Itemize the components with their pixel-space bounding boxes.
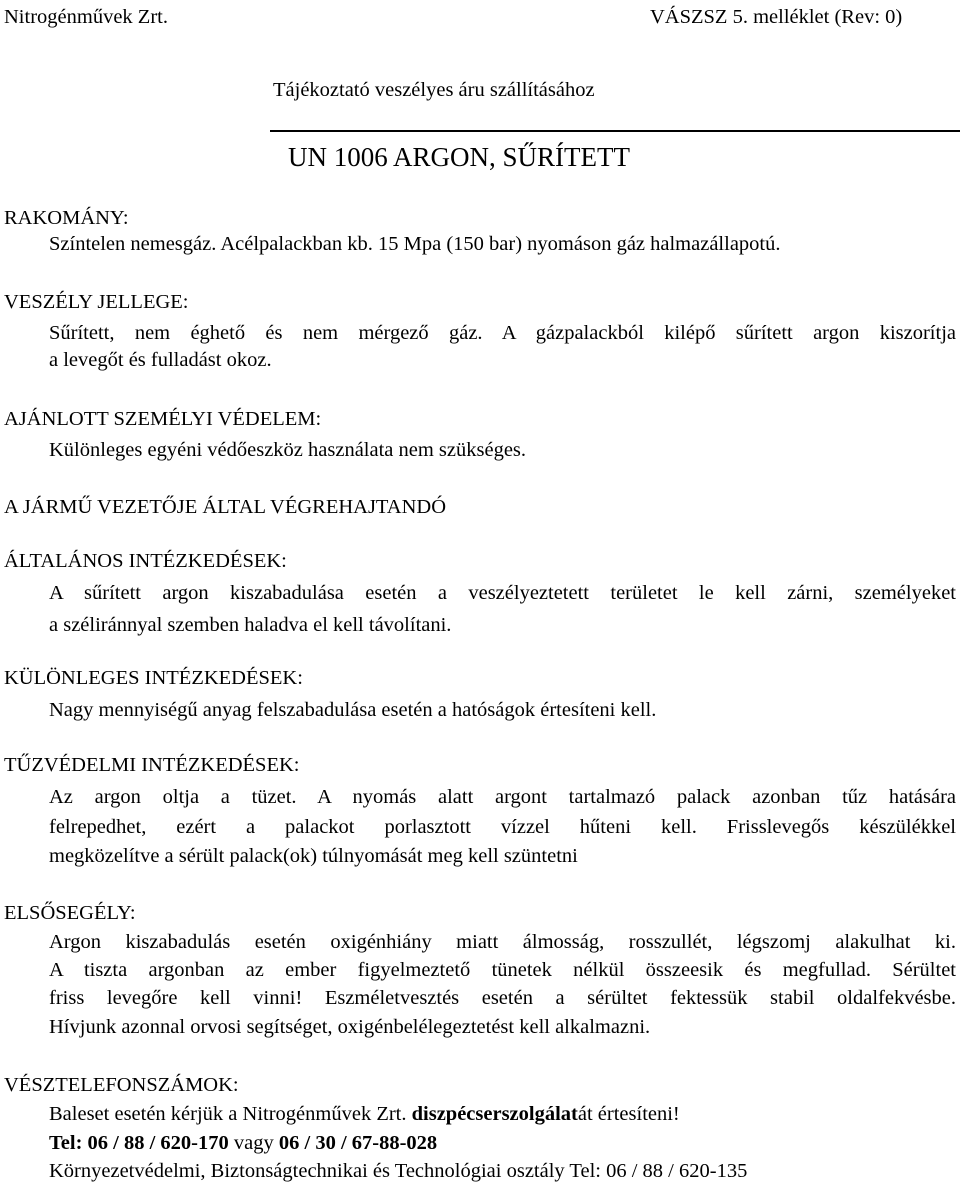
fire-measures-line: Az argon oltja a tüzet. A nyomás alatt argont tartalmazó palack azonban tűz hatására [49, 786, 956, 808]
special-measures-heading: KÜLÖNLEGES INTÉZKEDÉSEK: [4, 667, 303, 689]
phone-or-text: vagy [228, 1132, 279, 1154]
alternate-phone: 06 / 30 / 67-88-028 [278, 1132, 438, 1154]
document-subtitle: UN 1006 ARGON, SŰRÍTETT [288, 142, 630, 172]
title-divider [270, 130, 960, 132]
general-measures-heading: ÁLTALÁNOS INTÉZKEDÉSEK: [4, 550, 287, 572]
primary-phone: Tel: 06 / 88 / 620-170 [49, 1132, 229, 1154]
first-aid-line: Hívjunk azonnal orvosi segítséget, oxigénbelélegeztetést kell alkalmazni. [49, 1016, 651, 1038]
first-aid-line: A tiszta argonban az ember figyelmeztető tünetek nélkül összeesik és megfullad. Sérültet [49, 959, 956, 981]
emergency-phone-line [49, 1130, 437, 1156]
dispatch-service-label: diszpécserszolgálat [411, 1103, 578, 1125]
document-reference: VÁSZSZ 5. melléklet (Rev: 0) [650, 6, 903, 28]
fire-measures-line: felrepedhet, ezért a palackot porlasztott vízzel hűteni kell. Frisslevegős készülékkel [49, 816, 956, 838]
company-name: Nitrogénművek Zrt. [4, 6, 168, 28]
hazard-heading: VESZÉLY JELLEGE: [4, 291, 189, 313]
cargo-heading: RAKOMÁNY: [4, 207, 129, 229]
first-aid-line: Argon kiszabadulás esetén oxigénhiány miatt álmosság, rosszullét, légszomj alakulhat ki. [49, 931, 956, 953]
first-aid-line: friss levegőre kell vinni! Eszméletvesztés esetén a sérültet fektessük stabil oldalfekvésbe. [49, 987, 956, 1009]
department-phone-line: Környezetvédelmi, Biztonságtechnikai és Technológiai osztály Tel: 06 / 88 / 620-135 [49, 1160, 748, 1182]
cargo-text: Színtelen nemesgáz. Acélpalackban kb. 15 Mpa (150 bar) nyomáson gáz halmazállapotú. [49, 233, 781, 255]
driver-section-heading: A JÁRMŰ VEZETŐJE ÁLTAL VÉGREHAJTANDÓ [4, 496, 447, 518]
protection-text: Különleges egyéni védőeszköz használata nem szükséges. [49, 439, 527, 461]
general-measures-line: a széliránnyal szemben haladva el kell távolítani. [49, 614, 452, 636]
first-aid-heading: ELSŐSEGÉLY: [4, 902, 136, 924]
protection-heading: AJÁNLOTT SZEMÉLYI VÉDELEM: [4, 408, 322, 430]
fire-measures-heading: TŰZVÉDELMI INTÉZKEDÉSEK: [4, 754, 300, 776]
document-title: Tájékoztató veszélyes áru szállításához [273, 79, 595, 101]
fire-measures-line: megközelítve a sérült palack(ok) túlnyomását meg kell szüntetni [49, 845, 578, 867]
emergency-notice [49, 1101, 680, 1127]
emergency-heading: VÉSZTELEFONSZÁMOK: [4, 1074, 239, 1096]
special-measures-text: Nagy mennyiségű anyag felszabadulása esetén a hatóságok értesíteni kell. [49, 699, 657, 721]
emergency-notice-suffix: át értesíteni! [577, 1103, 680, 1125]
general-measures-line: A sűrített argon kiszabadulása esetén a veszélyeztetett területet le kell zárni, személyeket [49, 582, 956, 604]
emergency-notice-text: Baleset esetén kérjük a Nitrogénművek Zrt. [49, 1103, 412, 1125]
hazard-text-line: Sűrített, nem éghető és nem mérgező gáz. A gázpalackból kilépő sűrített argon kiszorítja [49, 322, 956, 344]
hazard-text-line: a levegőt és fulladást okoz. [49, 349, 272, 371]
